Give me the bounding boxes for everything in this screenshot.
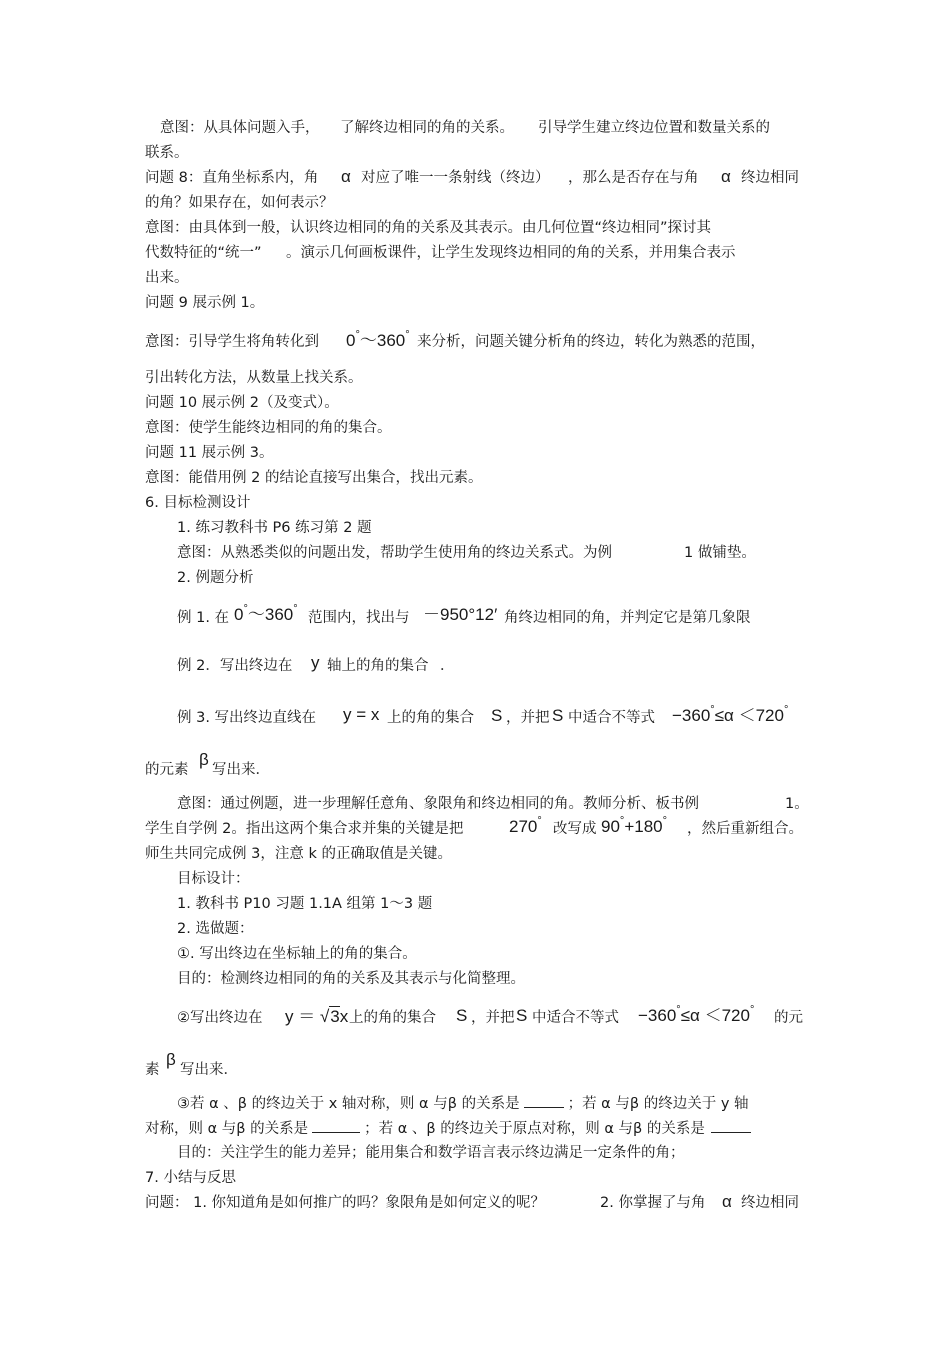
text: 意图：能借用例 2 的结论直接写出集合，找出元素。	[145, 470, 483, 486]
section-heading	[145, 493, 250, 513]
text: x	[339, 1007, 349, 1026]
text: 师生共同完成例 3，注意 k 的正确取值是关键。	[145, 846, 452, 862]
math-var	[552, 706, 563, 726]
text: 学生自学例 2。指出这两个集合求并集的关键是把	[145, 821, 464, 837]
math-var	[311, 653, 320, 673]
math-var	[166, 1050, 176, 1070]
text-line	[177, 568, 253, 588]
text: °	[783, 704, 789, 716]
text: 3	[330, 1007, 340, 1026]
text-line	[145, 819, 463, 839]
text: 1. 练习教科书 P6 练习第 2 题	[177, 520, 372, 536]
text: −360	[638, 1006, 677, 1025]
text: 意图：由具体到一般，认识终边相同的角的关系及其表示。由几何位置“终边相同”探讨其	[145, 220, 712, 236]
math-var	[199, 750, 209, 770]
text-line	[145, 143, 189, 163]
answer-blank[interactable]	[524, 1093, 564, 1108]
text: 目标设计：	[177, 871, 250, 887]
text: ；若 α 与β 的终边关于 y 轴	[567, 1096, 749, 1112]
text: 中适合不等式	[568, 710, 655, 726]
text: y = x	[343, 705, 380, 724]
math-var	[491, 706, 502, 726]
text-line	[568, 168, 699, 188]
text: ③若 α 、β 的终边关于 x 轴对称，则 α 与β 的关系是	[177, 1096, 520, 1112]
text-line	[568, 708, 655, 728]
text: 角终边相同的角，并判定它是第几象限	[504, 610, 751, 626]
text: 目的：关注学生的能力差异；能用集合和数学语言表示终边满足一定条件的角；	[177, 1145, 685, 1161]
text-line	[506, 708, 550, 728]
math-var	[516, 1006, 527, 1026]
text: 对称，则 α 与β 的关系是	[145, 1121, 309, 1137]
answer-blank[interactable]	[312, 1118, 360, 1133]
text-line	[387, 708, 474, 728]
text: °	[619, 815, 625, 827]
text: ．	[440, 658, 455, 674]
text: y ＝	[285, 1007, 316, 1026]
text: °	[293, 603, 298, 615]
text-line	[177, 1143, 685, 1163]
text: S	[456, 1006, 468, 1025]
text-line	[145, 218, 711, 238]
text: 引出转化方法，从数量上找关系。	[145, 370, 363, 386]
text: 2. 选做题：	[177, 921, 254, 937]
math-sum	[601, 817, 667, 839]
text-line	[532, 1008, 619, 1028]
text: 对应了唯一一条射线（终边）	[361, 170, 550, 186]
text-line	[177, 969, 525, 989]
text: α	[341, 167, 351, 186]
text: °	[405, 329, 410, 341]
text: °	[710, 704, 715, 716]
text: 引导学生建立终边位置和数量关系的	[538, 120, 770, 136]
text: ，那么是否存在与角	[568, 170, 699, 186]
text-line	[349, 1008, 436, 1028]
text-line	[177, 894, 432, 914]
text: 改写成	[553, 821, 597, 837]
text-line	[145, 468, 482, 488]
math-var	[456, 1006, 467, 1026]
text: ；若 α 、β 的终边关于原点对称，则 α 与β 的关系是	[364, 1121, 705, 1137]
text-line	[177, 608, 229, 628]
text-line	[145, 193, 334, 213]
text-line	[177, 656, 292, 676]
text: +180	[624, 817, 663, 836]
text: 的元素	[145, 762, 189, 778]
text-line	[417, 332, 765, 352]
text: ≤α ＜720	[714, 706, 784, 725]
text-line	[177, 869, 250, 889]
text: °	[662, 815, 668, 827]
alpha-symbol	[722, 1192, 732, 1212]
text-line	[145, 332, 319, 352]
text: 意图：从具体问题入手，	[160, 120, 320, 136]
text: S	[516, 1006, 528, 1025]
text: 7. 小结与反思	[145, 1170, 236, 1186]
text-line	[145, 1118, 751, 1139]
text: S	[552, 706, 564, 725]
text-line	[177, 1093, 749, 1114]
text: y	[311, 653, 320, 672]
text-line	[177, 944, 417, 964]
text-line	[145, 393, 339, 413]
math-inequality	[638, 1006, 754, 1028]
text-line	[553, 819, 597, 839]
text-line	[180, 1060, 238, 1080]
text-line	[177, 708, 316, 728]
text: °	[243, 603, 248, 615]
text: ～360	[247, 605, 294, 624]
text-line	[600, 1193, 705, 1213]
math-angle	[509, 817, 542, 839]
text-line	[212, 760, 270, 780]
text: 范围内，找出与	[308, 610, 410, 626]
text: 0	[234, 605, 244, 624]
answer-blank[interactable]	[711, 1118, 751, 1133]
text: 联系。	[145, 145, 189, 161]
text: 2. 例题分析	[177, 570, 254, 586]
text: ，然后重新组合。	[687, 821, 803, 837]
text-line	[684, 543, 756, 563]
text-line	[145, 243, 262, 263]
text: 的角？如果存在，如何表示？	[145, 195, 334, 211]
text-line	[160, 118, 320, 138]
text-line	[340, 118, 514, 138]
math-angle	[423, 605, 497, 625]
text: 上的角的集合	[349, 1010, 436, 1026]
text: ≤α ＜720	[680, 1006, 750, 1025]
text: 问题： 1. 你知道角是如何推广的吗？象限角是如何定义的呢？	[145, 1195, 546, 1211]
text: 意图：通过例题，进一步理解任意角、象限角和终边相同的角。教师分析、板书例	[177, 796, 699, 812]
text: °	[676, 1004, 681, 1016]
text-line	[145, 293, 264, 313]
alpha-symbol	[721, 167, 731, 187]
text: 中适合不等式	[532, 1010, 619, 1026]
math-equation: y ＝ √3x	[285, 1007, 349, 1026]
text: °	[537, 815, 542, 827]
text-line	[774, 1008, 803, 1028]
text: 270	[509, 817, 538, 836]
text: 问题 11 展示例 3。	[145, 445, 274, 461]
text: 例 1. 在	[177, 610, 230, 626]
text-line	[145, 844, 452, 864]
text: 1. 教科书 P10 习题 1.1A 组第 1～3 题	[177, 896, 433, 912]
text: °	[355, 329, 360, 341]
text: 意图：使学生能终边相同的角的集合。	[145, 420, 392, 436]
text: 终边相同	[741, 1195, 799, 1211]
text-line	[361, 168, 550, 188]
text-line	[177, 794, 699, 814]
text: 1。	[785, 796, 809, 812]
text: ②写出终边在	[177, 1010, 263, 1026]
text: 轴上的角的集合	[327, 658, 429, 674]
text: 0	[346, 331, 356, 350]
text: 问题 8：直角坐标系内，角	[145, 170, 319, 186]
text: 意图：引导学生将角转化到	[145, 334, 319, 350]
text: －950°12′	[423, 605, 498, 624]
text: 例 3. 写出终边直线在	[177, 710, 317, 726]
text: 目的：检测终边相同的角的关系及其表示与化简整理。	[177, 971, 525, 987]
text: ～360	[359, 331, 406, 350]
text-line	[471, 1008, 515, 1028]
text: 1 做铺垫。	[684, 545, 756, 561]
text: β	[199, 750, 209, 769]
math-inequality	[672, 706, 788, 728]
text: 6. 目标检测设计	[145, 495, 251, 511]
text-line	[145, 760, 189, 780]
text-line	[145, 368, 363, 388]
text-line	[538, 118, 770, 138]
text: α	[721, 167, 731, 186]
text: 了解终边相同的角的关系。	[340, 120, 514, 136]
text: 素	[145, 1062, 160, 1078]
text: β	[166, 1050, 176, 1069]
text-line	[687, 819, 803, 839]
text: 问题 9 展示例 1。	[145, 295, 265, 311]
text-line	[327, 656, 429, 676]
text-line	[741, 1193, 799, 1213]
text: 。演示几何画板课件，让学生发现终边相同的角的关系，并用集合表示	[286, 245, 736, 261]
text: 代数特征的“统一”	[145, 245, 262, 261]
text-line	[440, 656, 455, 676]
text: 90	[601, 817, 620, 836]
text: 写出来．	[212, 762, 270, 778]
text: ，并把	[506, 710, 550, 726]
text: 上的角的集合	[387, 710, 474, 726]
text: ，并把	[471, 1010, 515, 1026]
section-heading	[145, 1168, 236, 1188]
text: 写出来．	[180, 1062, 238, 1078]
text: α	[722, 1192, 732, 1211]
text-line	[177, 919, 253, 939]
text-line	[145, 168, 318, 188]
text-line	[177, 1008, 263, 1028]
text: 问题 10 展示例 2（及变式）。	[145, 395, 339, 411]
alpha-symbol	[341, 167, 351, 187]
text-line	[741, 168, 799, 188]
text-line	[145, 1060, 160, 1080]
math-equation	[343, 705, 379, 725]
text: °	[749, 1004, 755, 1016]
text-line	[177, 518, 372, 538]
text: −360	[672, 706, 711, 725]
text: 来分析，问题关键分析角的终边，转化为熟悉的范围，	[417, 334, 765, 350]
text-line	[145, 418, 392, 438]
text: S	[491, 706, 503, 725]
text: ①. 写出终边在坐标轴上的角的集合。	[177, 946, 417, 962]
math-range	[346, 331, 410, 353]
text-line	[286, 243, 736, 263]
text: 2. 你掌握了与角	[600, 1195, 706, 1211]
text: 终边相同	[741, 170, 799, 186]
text: 的元	[774, 1010, 803, 1026]
text: 例 2．写出终边在	[177, 658, 293, 674]
text: 出来。	[145, 270, 189, 286]
text: 意图：从熟悉类似的问题出发，帮助学生使用角的终边关系式。为例	[177, 545, 612, 561]
text-line	[308, 608, 410, 628]
text-line	[145, 1193, 545, 1213]
text-line	[145, 268, 189, 288]
text-line	[145, 443, 274, 463]
text-line	[177, 543, 612, 563]
text-line	[504, 608, 751, 628]
text-line	[785, 794, 809, 814]
math-range	[234, 605, 298, 627]
